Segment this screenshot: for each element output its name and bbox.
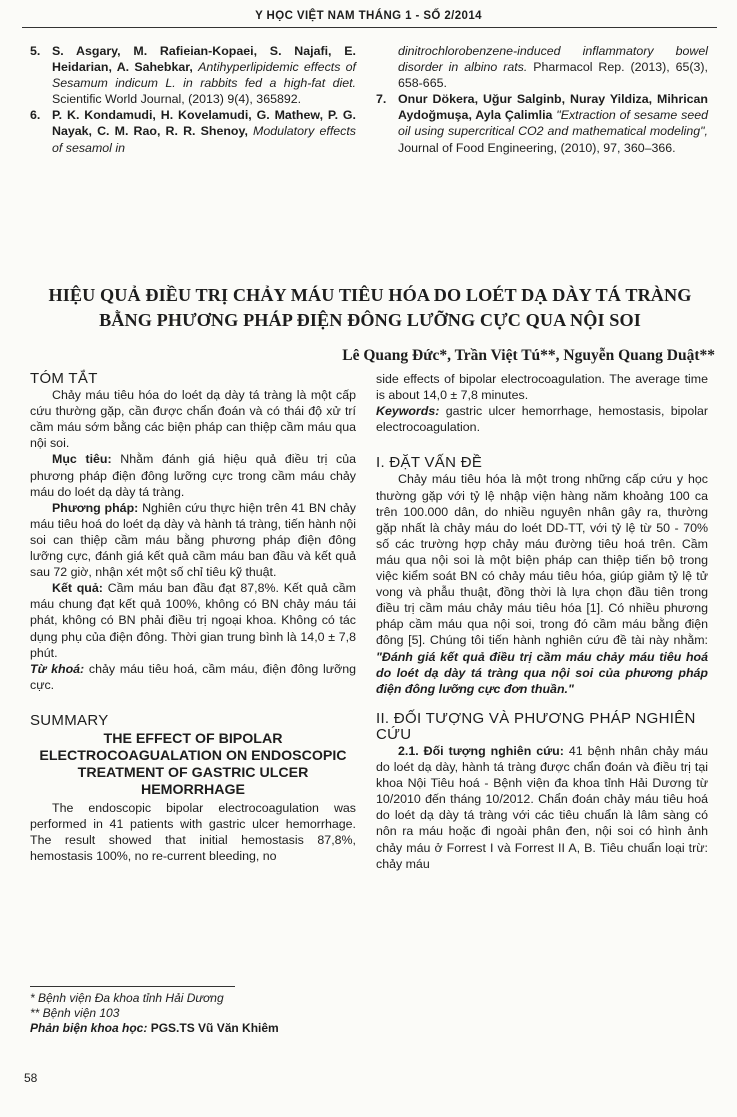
summary-text-continued: side effects of bipolar electrocoagulation. The average time is about 14,0 ± 7,8 minutes. (376, 372, 708, 403)
abstract-aim: Mục tiêu: Nhằm đánh giá hiệu quả điều trị của phương pháp điện đông lưỡng cực trong cầm máu chảy máu do loét dạ dày tá tràng. (30, 452, 356, 499)
article-title: HIỆU QUẢ ĐIỀU TRỊ CHẢY MÁU TIÊU HÓA DO LOÉT DẠ DÀY TÁ TRÀNG BẰNG PHƯƠNG PHÁP ĐIỆN ĐÔNG LƯỠNG CỰC QUA NỘI SOI (48, 285, 692, 330)
reference-number: 6. (30, 108, 41, 123)
abstract-method: Phương pháp: Nghiên cứu thực hiện trên 41 BN chảy máu tiêu hoá do loét dạ dày và hành tá tràng, tiến hành nội soi can thiệp cầm máu bằng phương pháp điện đông lưỡng cực, đánh giá kết quả cầm máu ban đầu và kết quả sau 72 giờ, nhận xét một số chỉ tiêu kỹ thuật. (30, 500, 356, 580)
footnote-reviewer: Phản biện khoa học: PGS.TS Vũ Văn Khiêm (30, 1021, 279, 1035)
reference-number: 7. (376, 92, 387, 107)
reference-title: dinitrochlorobenzene-induced inflammatory bowel disorder in albino rats. (398, 44, 708, 75)
reference-source: Journal of Food Engineering, (2010), 97, 360–366. (398, 140, 676, 155)
header-rule (22, 27, 717, 28)
reference-item (30, 107, 356, 155)
footnote-rule (30, 986, 235, 987)
reference-title: Antihyperlipidemic effects of Sesamum indicum L. in rabbits fed a high-fat diet. (52, 60, 356, 91)
summary-heading: SUMMARY (30, 711, 109, 729)
introduction-heading: I. ĐẶT VẤN ĐỀ (376, 454, 483, 472)
abstract-heading: TÓM TẮT (30, 370, 98, 387)
reference-title: "Extraction of sesame seed oil using supercritical CO2 and mathematical modeling", (398, 108, 708, 139)
footnote-affiliation-1: * Bệnh viện Đa khoa tỉnh Hải Dương (30, 991, 224, 1005)
abstract-result: Kết quả: Cầm máu ban đầu đạt 87,8%. Kết quả cầm máu chung đạt kết quả 100%, không có BN chảy máu tái phát, không có BN phải điều trị ngoại khoa. Không có tác dụng phụ của điện đông. Thời gian trung bình là 14,0 ± 7,8 phút. (30, 581, 356, 660)
reference-source: Scientific World Journal, (2013) 9(4), 365892. (52, 92, 302, 107)
reference-source: Pharmacol Rep. (2013), 65(3), 658-665. (398, 60, 708, 91)
left-column (30, 371, 356, 864)
abstract-intro: Chảy máu tiêu hóa do loét dạ dày tá tràng là một cấp cứu thường gặp, cần được chẩn đoán và có thái độ xử trí cầm máu sớm bằng các biện pháp can thiệp cầm máu qua nội soi. (30, 388, 356, 451)
summary-title: THE EFFECT OF BIPOLAR ELECTROCOAGUALATION ON ENDOSCOPIC TREATMENT OF GASTRIC ULCER HEMORRHAGE (39, 730, 347, 798)
reference-authors: S. Asgary, M. Rafieian-Kopaei, S. Najafi, E. Heidarian, A. Sahebkar, (52, 44, 356, 75)
reference-number: 5. (30, 44, 41, 58)
methods-text: 2.1. Đối tượng nghiên cứu: 41 bệnh nhân chảy máu do loét dạ dày, hành tá tràng được chẩn đoán và điều trị tại khoa Nội Tiêu hoá - Bệnh viện đa khoa tỉnh Hải Dương từ 10/2010 đến tháng 10/2012. Chẩn đoán chảy máu tiêu hoá do loét dạ dày tá tràng với các tiêu chuẩn là lâm sàng có nôn ra máu hoặc đi ngoài phân đen, nội soi có hình ảnh chảy máu ở Forrest I và Forrest II A, B. Tiêu chuẩn loại trừ: chảy máu (376, 743, 708, 871)
study-aim: "Đánh giá kết quả điều trị cầm máu chảy máu tiêu hoá do loét dạ dày tá tràng qua nội soi của phương pháp điện đông lưỡng cực đơn thuần." (376, 649, 708, 696)
article-authors: Lê Quang Đức*, Trần Việt Tú**, Nguyễn Quang Duật** (342, 347, 715, 364)
running-head: Y HỌC VIỆT NAM THÁNG 1 - SỐ 2/2014 (255, 10, 482, 22)
reference-title: Modulatory effects of sesamol in (52, 124, 356, 155)
summary-keywords: Keywords: gastric ulcer hemorrhage, hemostasis, bipolar electrocoagulation. (376, 404, 708, 435)
references-right (376, 43, 708, 156)
abstract-keywords: Từ khoá: chảy máu tiêu hoá, cầm máu, điện đông lưỡng cực. (30, 661, 356, 692)
summary-text: The endoscopic bipolar electrocoagulation was performed in 41 patients with gastric ulcer hemorrhage. The result showed that initial hemostasis 87,8%, hemostasis 100%, no re-current bleeding, no (30, 800, 356, 864)
references-left (30, 43, 356, 156)
page-number: 58 (24, 1071, 38, 1085)
reference-item (376, 43, 708, 91)
reference-item (30, 43, 356, 107)
reference-authors: P. K. Kondamudi, H. Kovelamudi, G. Mathew, P. G. Nayak, C. M. Rao, R. R. Shenoy, (52, 108, 356, 139)
reference-item (376, 91, 708, 155)
introduction-text: Chảy máu tiêu hóa là một trong những cấp cứu y học thường gặp với tỷ lệ nhập viện hàng năm khoảng 100 ca trên 100.000 dân, do nhiều nguyên nhân gây ra, thường gặp nhất là chảy máu do loét DD-TT, với tỷ lệ từ 50 - 70% số các trường hợp chảy máu đường tiêu hoá trên. Cầm máu qua nội soi là một biện pháp can thiệp tiến bộ trong việc kiểm soát BN có chảy máu tiêu hóa, giúp giảm tỷ lệ tử vong và phẫu thuật, đồng thời là lựa chọn đầu tiên trong điều trị cầm máu chảy máu tiêu hóa [1]. Có nhiều phương pháp cầm máu qua nội soi, trong đó cầm máu bằng điện đông [5]. Chúng tôi tiến hành nghiên cứu đề tài này nhằm: "Đánh giá kết quả điều trị cầm máu chảy máu tiêu hoá do loét dạ dày tá tràng qua nội soi của phương pháp điện đông lưỡng cực đơn thuần." (376, 472, 708, 696)
reference-authors: Onur Dökera, Uğur Salginb, Nuray Yildiza, Mihrican Aydoğmuşa, Ayla Çalimlia (398, 92, 708, 123)
footnote-affiliation-2: ** Bệnh viện 103 (30, 1006, 120, 1020)
methods-heading: II. ĐỐI TƯỢNG VÀ PHƯƠNG PHÁP NGHIÊN CỨU (376, 709, 696, 743)
footnotes (30, 991, 279, 1036)
right-column (376, 371, 708, 872)
